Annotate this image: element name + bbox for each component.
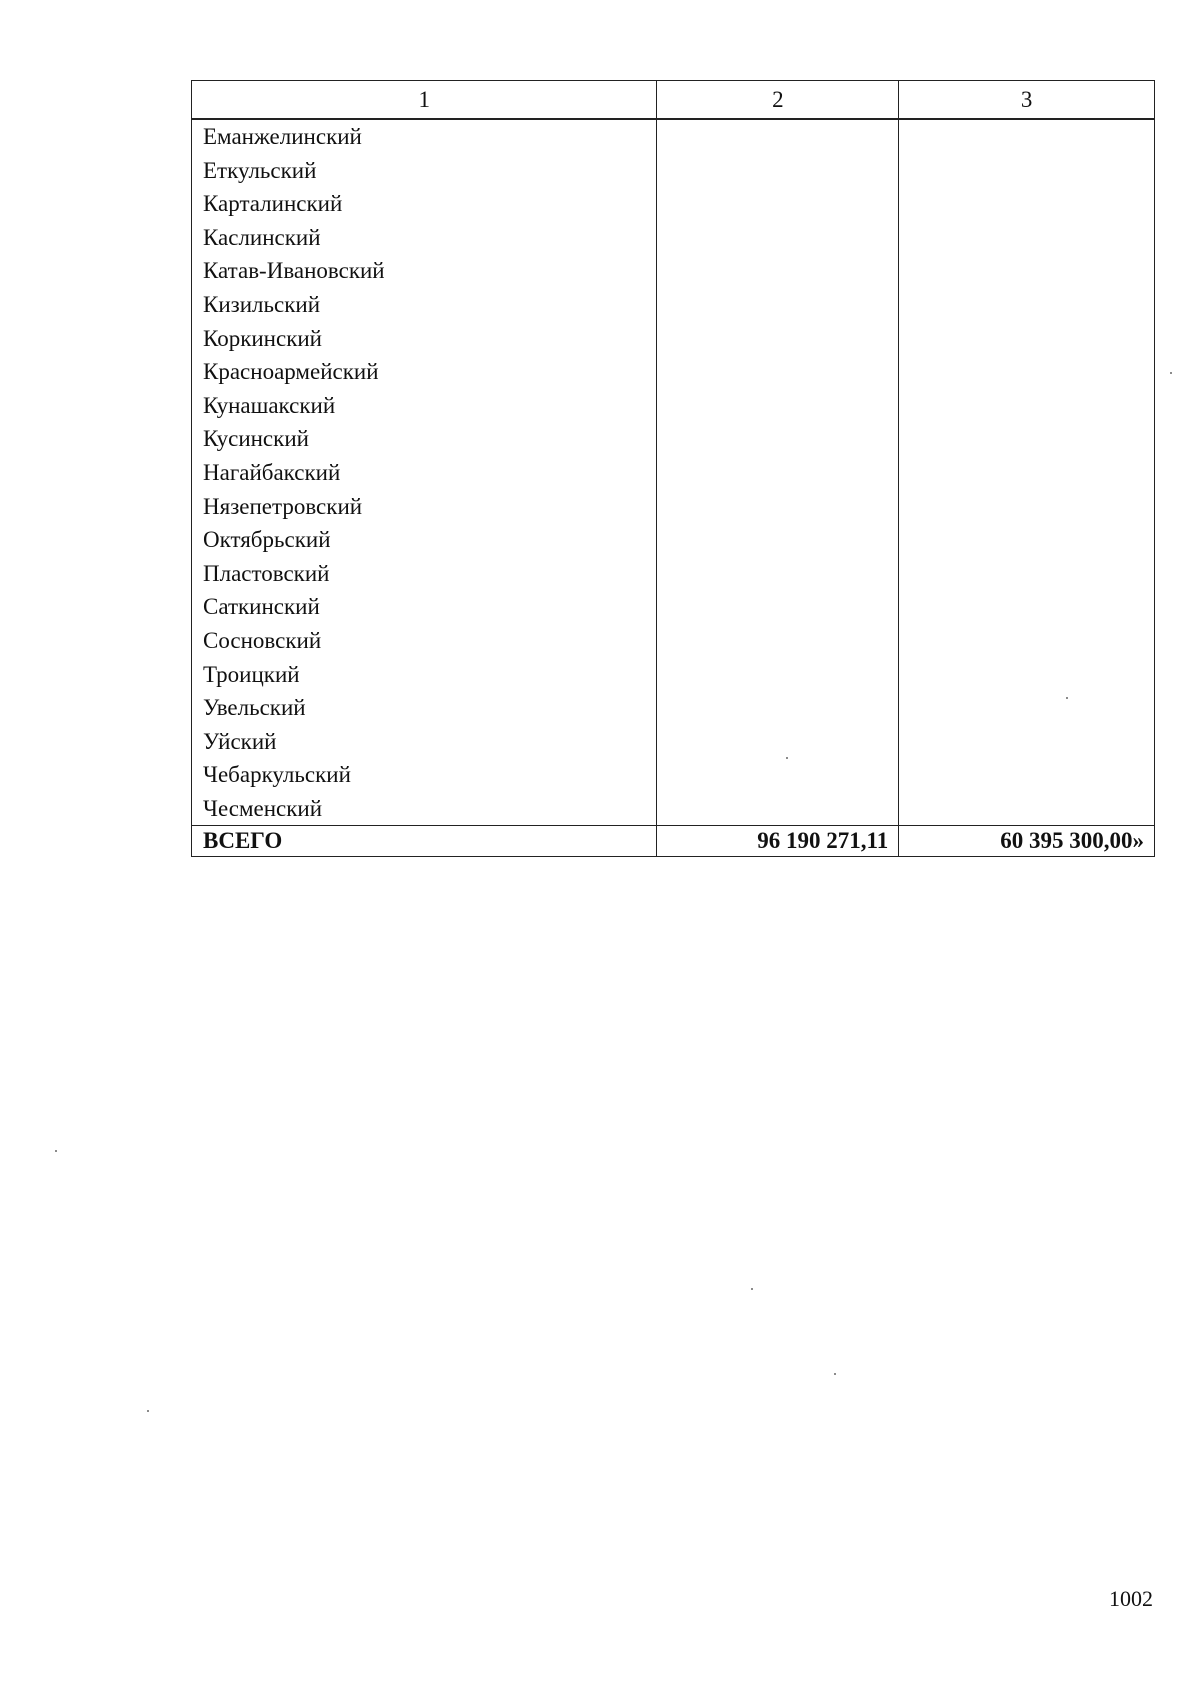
table-row — [192, 590, 1155, 624]
cell-col-2 — [657, 389, 899, 423]
table-row — [192, 725, 1155, 759]
table-row — [192, 187, 1155, 221]
scan-speck — [786, 757, 788, 759]
district-name: Карталинский — [192, 187, 657, 221]
cell-col-2 — [657, 658, 899, 692]
cell-col-3 — [899, 456, 1155, 490]
scan-speck — [751, 1288, 753, 1290]
table-row — [192, 221, 1155, 255]
cell-col-2 — [657, 590, 899, 624]
table-row — [192, 792, 1155, 826]
cell-col-2 — [657, 456, 899, 490]
cell-col-3 — [899, 187, 1155, 221]
district-name: Нязепетровский — [192, 490, 657, 524]
cell-col-2 — [657, 187, 899, 221]
cell-col-2 — [657, 221, 899, 255]
district-name: Увельский — [192, 691, 657, 725]
table-row — [192, 355, 1155, 389]
scan-speck — [147, 1410, 149, 1412]
cell-col-3 — [899, 624, 1155, 658]
cell-col-3 — [899, 557, 1155, 591]
table-row — [192, 456, 1155, 490]
cell-col-3 — [899, 119, 1155, 154]
total-col-2: 96 190 271,11 — [657, 826, 899, 857]
district-name: Катав-Ивановский — [192, 254, 657, 288]
total-col-3: 60 395 300,00» — [899, 826, 1155, 857]
scan-speck — [1170, 372, 1172, 374]
cell-col-2 — [657, 792, 899, 826]
district-name: Чебаркульский — [192, 758, 657, 792]
scan-speck — [55, 1150, 57, 1152]
total-label: ВСЕГО — [192, 826, 657, 857]
table-row — [192, 624, 1155, 658]
table-row — [192, 288, 1155, 322]
cell-col-3 — [899, 523, 1155, 557]
district-name: Еткульский — [192, 154, 657, 188]
cell-col-3 — [899, 658, 1155, 692]
table-row — [192, 523, 1155, 557]
cell-col-2 — [657, 154, 899, 188]
district-name: Нагайбакский — [192, 456, 657, 490]
cell-col-2 — [657, 322, 899, 356]
cell-col-3 — [899, 389, 1155, 423]
district-name: Кизильский — [192, 288, 657, 322]
district-name: Сосновский — [192, 624, 657, 658]
table-row — [192, 557, 1155, 591]
table-row — [192, 154, 1155, 188]
district-name: Каслинский — [192, 221, 657, 255]
cell-col-3 — [899, 725, 1155, 759]
cell-col-3 — [899, 355, 1155, 389]
cell-col-2 — [657, 254, 899, 288]
cell-col-3 — [899, 254, 1155, 288]
district-name: Саткинский — [192, 590, 657, 624]
scan-speck — [1066, 697, 1068, 699]
district-name: Коркинский — [192, 322, 657, 356]
cell-col-3 — [899, 490, 1155, 524]
district-name: Кусинский — [192, 422, 657, 456]
scan-speck — [834, 1373, 836, 1375]
table-row — [192, 389, 1155, 423]
cell-col-3 — [899, 792, 1155, 826]
cell-col-3 — [899, 590, 1155, 624]
cell-col-2 — [657, 422, 899, 456]
cell-col-3 — [899, 288, 1155, 322]
table-row — [192, 691, 1155, 725]
district-name: Пластовский — [192, 557, 657, 591]
table-row — [192, 658, 1155, 692]
district-name: Еманжелинский — [192, 119, 657, 154]
cell-col-3 — [899, 422, 1155, 456]
cell-col-2 — [657, 490, 899, 524]
district-name: Кунашакский — [192, 389, 657, 423]
table-row — [192, 758, 1155, 792]
cell-col-2 — [657, 119, 899, 154]
cell-col-2 — [657, 355, 899, 389]
header-col-1: 1 — [192, 81, 657, 120]
table-row — [192, 322, 1155, 356]
cell-col-2 — [657, 624, 899, 658]
header-row — [192, 81, 1155, 120]
header-col-2: 2 — [657, 81, 899, 120]
cell-col-2 — [657, 758, 899, 792]
table-row — [192, 490, 1155, 524]
cell-col-2 — [657, 523, 899, 557]
table-row — [192, 422, 1155, 456]
cell-col-3 — [899, 691, 1155, 725]
district-name: Уйский — [192, 725, 657, 759]
district-name: Троицкий — [192, 658, 657, 692]
total-row — [192, 826, 1155, 857]
district-name: Чесменский — [192, 792, 657, 826]
table-body — [192, 119, 1155, 857]
data-table — [191, 80, 1155, 857]
cell-col-3 — [899, 758, 1155, 792]
header-col-3: 3 — [899, 81, 1155, 120]
table-row — [192, 254, 1155, 288]
page-number: 1002 — [1109, 1586, 1153, 1611]
cell-col-2 — [657, 557, 899, 591]
table-row — [192, 119, 1155, 154]
cell-col-2 — [657, 288, 899, 322]
district-name: Октябрьский — [192, 523, 657, 557]
cell-col-2 — [657, 691, 899, 725]
cell-col-3 — [899, 221, 1155, 255]
cell-col-3 — [899, 154, 1155, 188]
district-name: Красноармейский — [192, 355, 657, 389]
cell-col-3 — [899, 322, 1155, 356]
cell-col-2 — [657, 725, 899, 759]
